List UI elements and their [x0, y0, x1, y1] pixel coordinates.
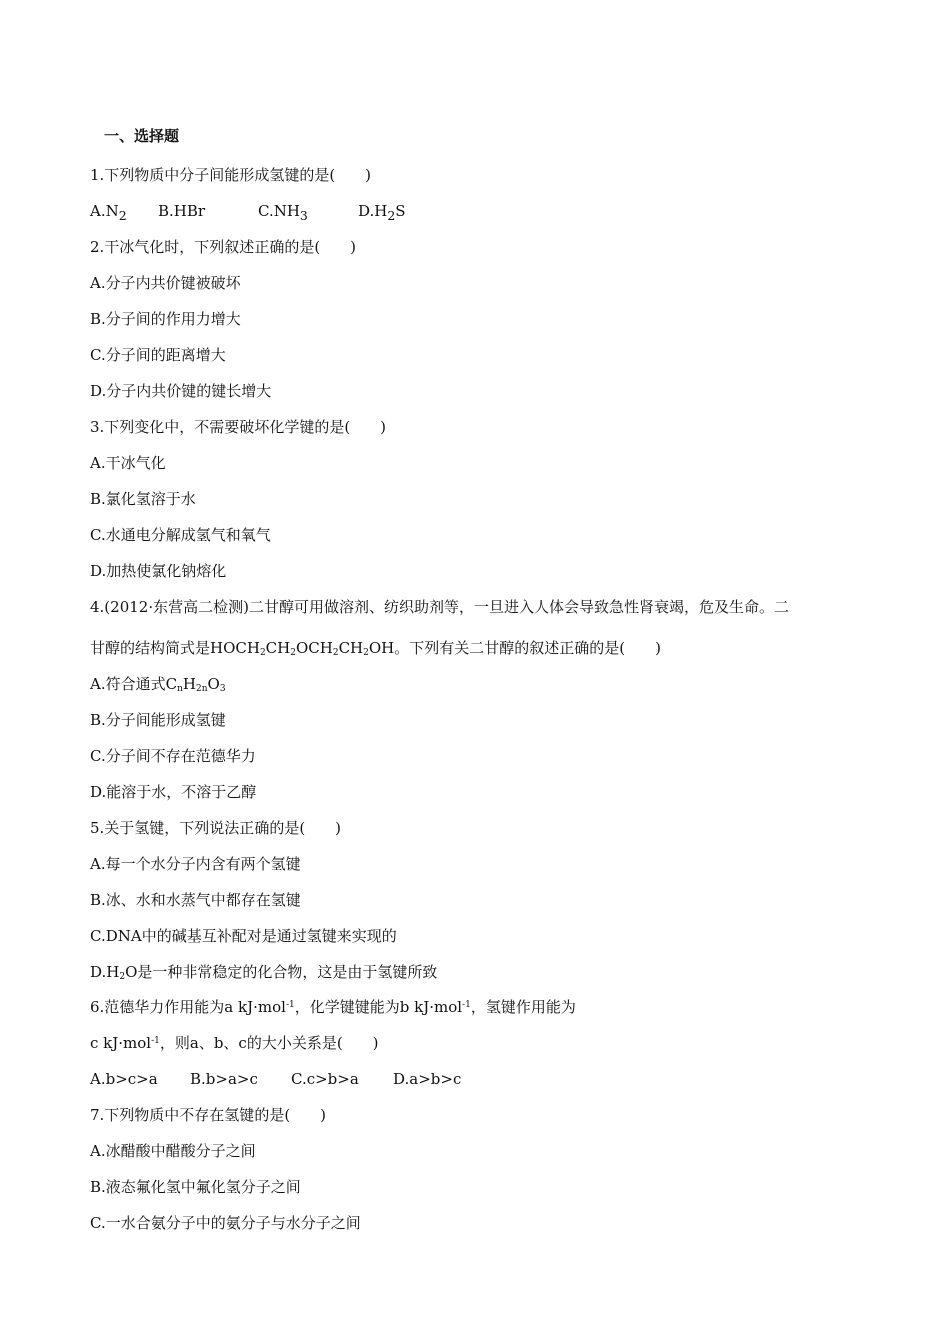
question-5-option-a: A.每一个水分子内含有两个氢键: [90, 855, 301, 873]
question-6-option-a: A.b>c>a: [90, 1070, 158, 1088]
question-5-option-d: $D.H_2O$是一种非常稳定的化合物，这是由于氢键所致: [90, 963, 438, 982]
question-6-stem-line1: 6.范德华力作用能为a kJ·mol$^{-1}$，化学键键能为b kJ·mol$^{-1}$，氢键作用能为: [90, 998, 576, 1016]
question-2-option-c: C.分子间的距离增大: [90, 346, 226, 364]
question-3-stem: 3.下列变化中，不需要破坏化学键的是( ): [90, 418, 387, 436]
question-5-stem: 5.关于氢键，下列说法正确的是( ): [90, 819, 342, 837]
question-2-option-b: B.分子间的作用力增大: [90, 310, 241, 328]
question-4-option-c: C.分子间不存在范德华力: [90, 747, 256, 765]
question-3-option-d: D.加热使氯化钠熔化: [90, 562, 227, 580]
question-6-option-d: D.a>b>c: [393, 1070, 462, 1088]
question-3-option-b: B.氯化氢溶于水: [90, 490, 196, 508]
question-2-stem: 2.干冰气化时，下列叙述正确的是( ): [90, 238, 357, 256]
question-6-option-c: C.c>b>a: [291, 1070, 359, 1088]
question-6-stem-line2: c kJ·mol$^{-1}$，则a、b、c的大小关系是( ): [90, 1034, 379, 1052]
question-5-option-b: B.冰、水和水蒸气中都存在氢键: [90, 891, 301, 909]
question-6-option-b: B.b>a>c: [190, 1070, 258, 1088]
question-2-option-d: D.分子内共价键的键长增大: [90, 382, 272, 400]
question-1-stem: 1.下列物质中分子间能形成氢键的是( ): [90, 166, 372, 184]
question-3-option-c: C.水通电分解成氢气和氧气: [90, 526, 271, 544]
question-3-option-a: A.干冰气化: [90, 454, 166, 472]
question-4-stem-line1: 4.(2012·东营高二检测)二甘醇可用做溶剂、纺织助剂等，一旦进入人体会导致急性肾衰竭，危及生命。二: [90, 598, 789, 616]
question-1-option-c: $C.NH_3$: [258, 202, 308, 223]
question-7-option-a: A.冰醋酸中醋酸分子之间: [90, 1142, 256, 1160]
question-4-option-a: A.符合通式$C_nH_{2n}O_3$: [90, 675, 226, 694]
question-5-option-c: C.DNA中的碱基互补配对是通过氢键来实现的: [90, 927, 397, 945]
question-7-stem: 7.下列物质中不存在氢键的是( ): [90, 1106, 327, 1124]
question-7-option-b: B.液态氟化氢中氟化氢分子之间: [90, 1178, 301, 1196]
question-1-option-a: $A.N_2$: [90, 202, 127, 223]
question-4-option-d: D.能溶于水，不溶于乙醇: [90, 783, 257, 801]
question-1-option-b: B.HBr: [158, 202, 206, 220]
question-1-option-d: $D.H_2S$: [358, 202, 406, 223]
question-4-option-b: B.分子间能形成氢键: [90, 711, 226, 729]
question-2-option-a: A.分子内共价键被破坏: [90, 274, 241, 292]
question-4-stem-line2: 甘醇的结构简式是$HOCH_2CH_2OCH_2CH_2OH$。下列有关二甘醇的叙述正确的是( ): [90, 639, 661, 658]
section-heading: 一、选择题: [104, 127, 180, 145]
question-7-option-c: C.一水合氨分子中的氨分子与水分子之间: [90, 1214, 361, 1232]
